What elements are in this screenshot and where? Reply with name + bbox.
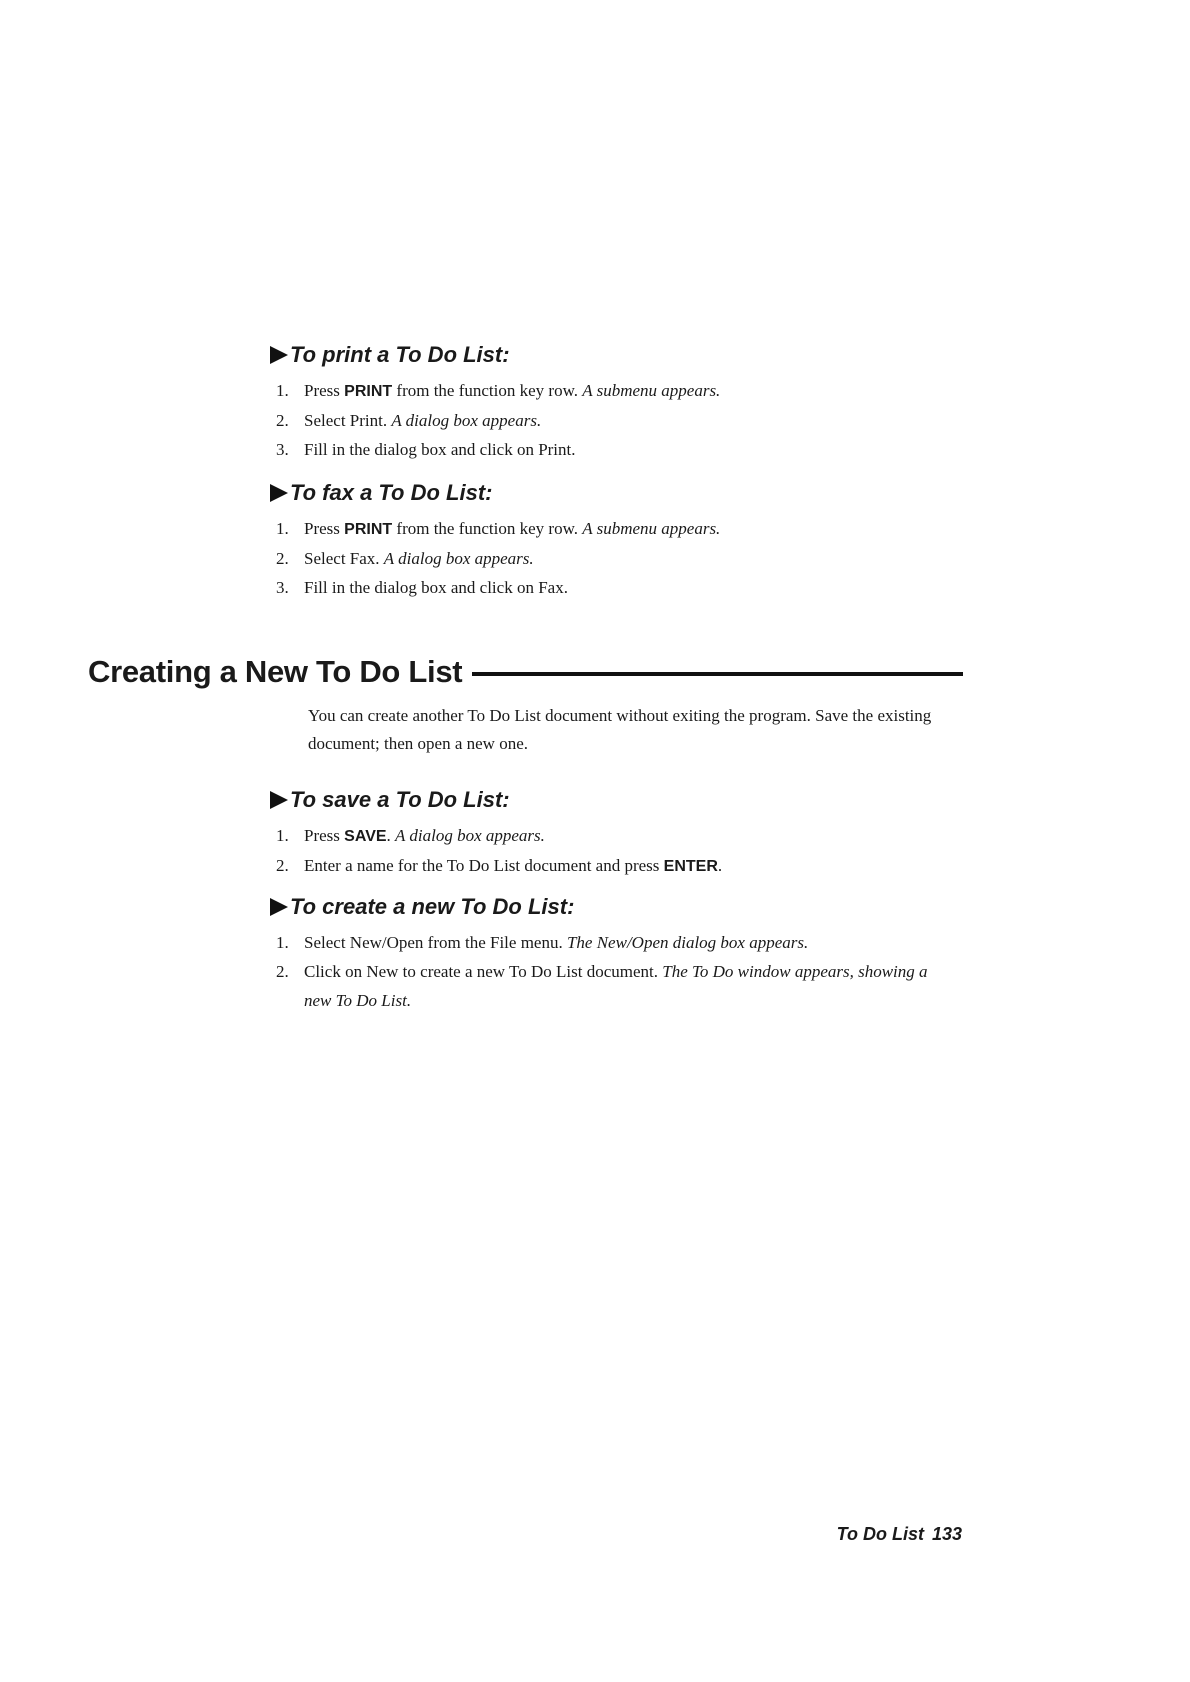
fax-procedure <box>270 478 944 602</box>
fax-heading <box>270 478 944 508</box>
step-number: 1. <box>276 519 289 538</box>
step-number: 1. <box>276 826 289 845</box>
step-text-post: from the function key row. <box>392 519 583 538</box>
step-item <box>270 928 944 957</box>
step-text-pre: Select New/Open from the File menu. <box>304 933 567 952</box>
step-item <box>270 376 944 406</box>
key-name: PRINT <box>344 521 393 538</box>
section-intro: You can create another To Do List document without exiting the program. Save the existing document; then open a new one. <box>308 706 932 753</box>
step-number: 1. <box>276 381 289 400</box>
step-text-pre: Press <box>304 519 345 538</box>
step-result: A dialog box appears. <box>395 826 545 845</box>
step-text-pre: Select Fax. <box>304 549 384 568</box>
print-heading-text: To print a To Do List: <box>290 342 510 367</box>
key-name: PRINT <box>344 383 393 400</box>
print-heading <box>270 340 944 370</box>
save-heading-text: To save a To Do List: <box>290 787 510 812</box>
create-heading <box>270 892 944 922</box>
page-footer <box>800 1524 962 1545</box>
step-text <box>304 406 944 435</box>
step-text-post: . <box>717 856 723 875</box>
section-header <box>88 652 963 692</box>
step-result: A submenu appears. <box>582 519 721 538</box>
step-number: 2. <box>276 962 289 981</box>
step-item <box>270 435 944 464</box>
step-item <box>270 851 944 881</box>
step-result: The New/Open dialog box appears. <box>566 933 809 952</box>
save-steps <box>270 821 944 881</box>
create-heading-text: To create a new To Do List: <box>290 894 575 919</box>
arrow-bullet-icon <box>270 791 288 809</box>
arrow-bullet-icon <box>270 898 288 916</box>
page-number: 133 <box>931 1524 962 1544</box>
step-result: A dialog box appears. <box>391 411 542 430</box>
print-procedure <box>270 340 944 464</box>
step-item <box>270 821 944 851</box>
step-text <box>304 376 944 406</box>
step-result: The To Do window appears, showing a new To Do List. <box>304 962 928 1010</box>
step-number: 2. <box>276 856 289 875</box>
step-text <box>304 851 944 881</box>
key-name: ENTER <box>663 858 718 875</box>
step-text <box>304 957 944 1015</box>
fax-steps <box>270 514 944 602</box>
step-text: Fill in the dialog box and click on Fax. <box>304 578 568 597</box>
step-result: A dialog box appears. <box>383 549 534 568</box>
footer-label: To Do List <box>836 1524 924 1544</box>
step-text-pre: Click on New to create a new To Do List document. <box>304 962 663 981</box>
step-text-post: from the function key row. <box>392 381 583 400</box>
step-text <box>304 544 944 573</box>
step-text <box>304 514 944 544</box>
step-text-pre: Press <box>304 826 345 845</box>
step-text-pre: Enter a name for the To Do List document and press <box>304 856 664 875</box>
step-item <box>270 957 944 1015</box>
create-procedure <box>270 892 944 1015</box>
fax-heading-text: To fax a To Do List: <box>290 480 493 505</box>
create-steps <box>270 928 944 1015</box>
step-result: A submenu appears. <box>582 381 721 400</box>
arrow-bullet-icon <box>270 484 288 502</box>
step-text-pre: Select Print. <box>304 411 392 430</box>
save-procedure <box>270 785 944 881</box>
step-number: 3. <box>276 578 289 597</box>
step-item <box>270 544 944 573</box>
step-text-pre: Press <box>304 381 345 400</box>
print-steps <box>270 376 944 464</box>
key-name: SAVE <box>344 828 387 845</box>
step-item <box>270 573 944 602</box>
step-number: 2. <box>276 549 289 568</box>
save-heading <box>270 785 944 815</box>
step-text <box>304 821 944 851</box>
step-number: 2. <box>276 411 289 430</box>
step-number: 3. <box>276 440 289 459</box>
step-text <box>304 928 944 957</box>
section-title: Creating a New To Do List <box>88 654 463 689</box>
step-text-post: . <box>386 826 396 845</box>
step-item <box>270 514 944 544</box>
arrow-bullet-icon <box>270 346 288 364</box>
step-item <box>270 406 944 435</box>
step-number: 1. <box>276 933 289 952</box>
step-text: Fill in the dialog box and click on Print. <box>304 440 576 459</box>
section-rule <box>472 672 963 676</box>
